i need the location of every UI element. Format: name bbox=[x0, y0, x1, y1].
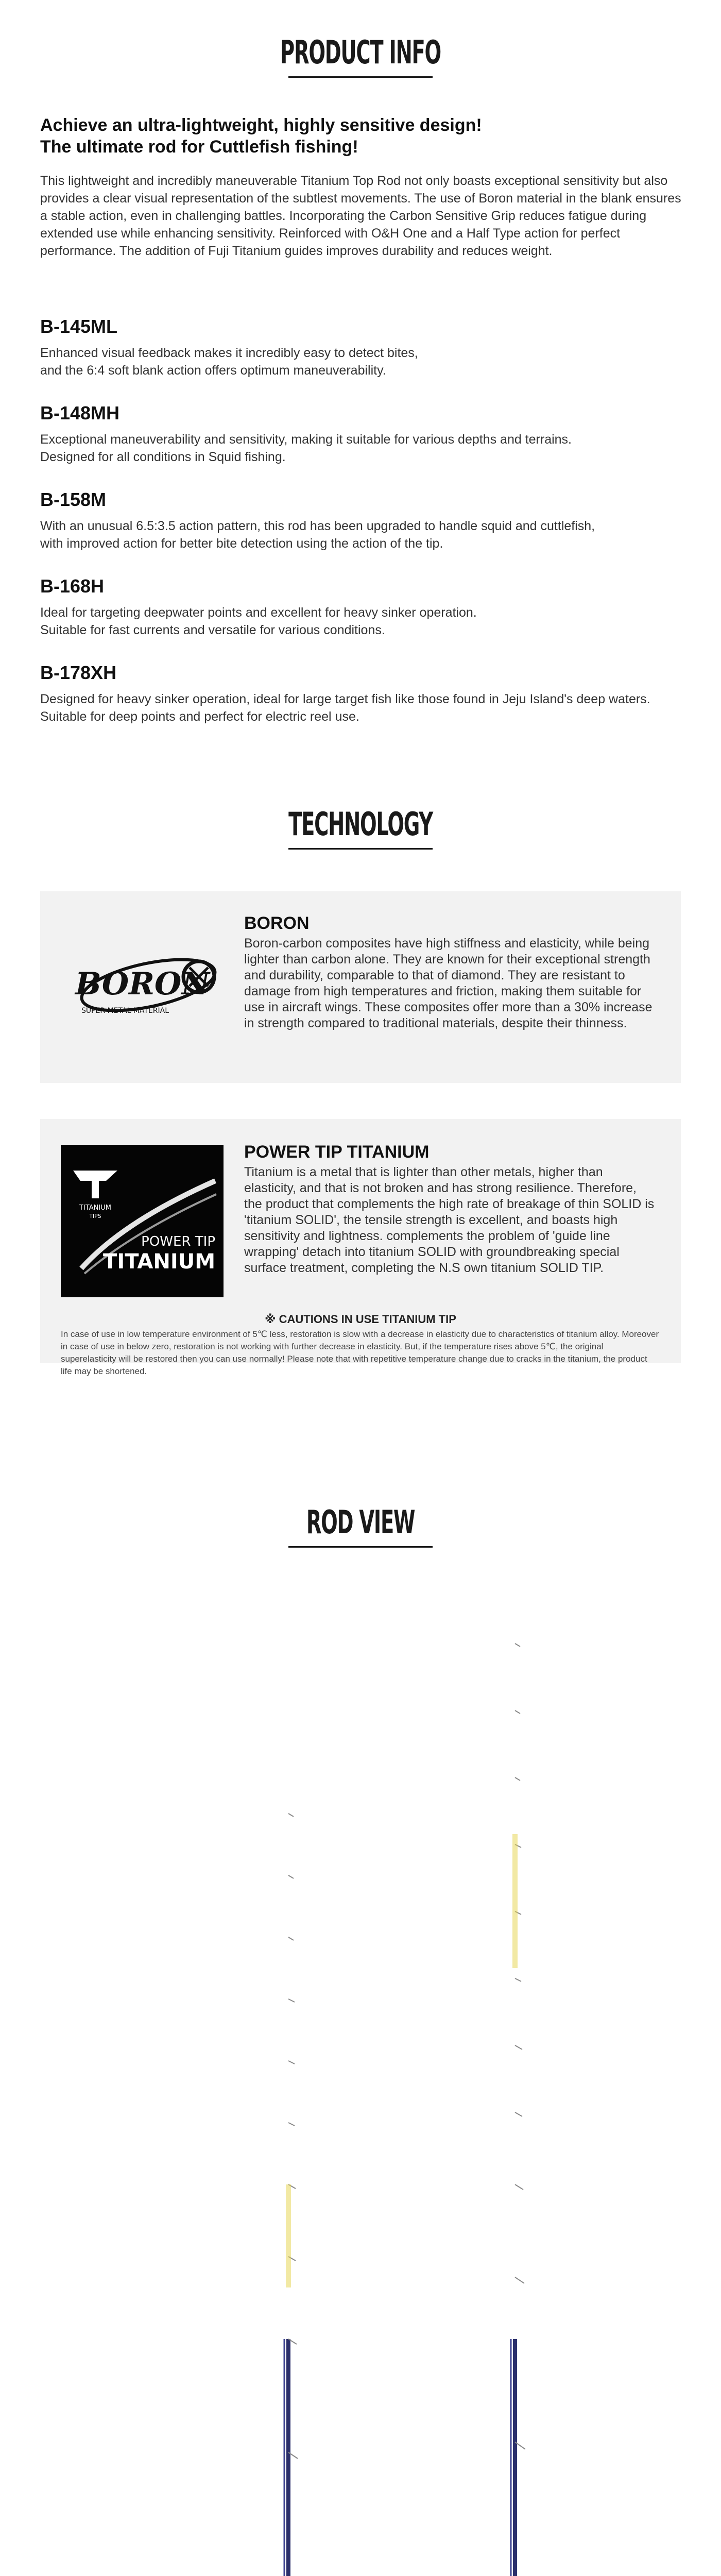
titanium-description: Titanium is a metal that is lighter than other metals, higher than elasticity, and that is not broken and has strong resilience. Therefore, the product that complements the high rate of breakage of thin SOLID is 'titanium SOLID', the tensile strength is excellent, and boasts high sensitivity and lightness. complements the problem of 'guide line wrapping' detach into titanium SOLID with groundbreaking special surface treatment, completing the N.S own titanium SOLID TIP. bbox=[244, 1165, 655, 1275]
model-name: B-158M bbox=[40, 489, 107, 510]
titanium-logo-line1: TITANIUM bbox=[79, 1204, 111, 1212]
technology-rule bbox=[288, 848, 433, 850]
model-name: B-178XH bbox=[40, 662, 117, 683]
model-block bbox=[40, 315, 684, 379]
headline-1: Achieve an ultra-lightweight, highly sensitive design! bbox=[40, 115, 482, 135]
titanium-card bbox=[40, 1119, 681, 1376]
titanium-heading: POWER TIP TITANIUM bbox=[244, 1142, 430, 1162]
intro-block bbox=[40, 114, 684, 260]
boron-card bbox=[40, 891, 681, 1083]
model-description: Designed for heavy sinker operation, ideal for large target fish like those found in Jeju Island's deep waters. Suitable for deep points and perfect for electric reel use. bbox=[40, 692, 650, 724]
titanium-logo bbox=[61, 1145, 224, 1297]
model-block bbox=[40, 575, 684, 639]
model-description: Enhanced visual feedback makes it incredibly easy to detect bites, and the 6:4 soft blank action offers optimum maneuverability. bbox=[40, 346, 418, 378]
caution-title: ※ CAUTIONS IN USE TITANIUM TIP bbox=[265, 1313, 456, 1326]
model-block bbox=[40, 402, 684, 466]
boron-text bbox=[244, 913, 656, 1031]
caution-text: In case of use in low temperature environment of 5℃ less, restoration is slow with a decrease in elasticity due to characteristics of titanium alloy. Moreover in case of use in below zero, restoration is not working with further decrease in elasticity. But, if the temperature rises above 5℃, the original superelasticity will be restored then you can use normally! Please note that with repetitive temperature change due to cracks in the titanium, the product life may be shortened. bbox=[61, 1329, 659, 1376]
boron-logo-word: BORON bbox=[75, 966, 210, 1002]
model-description: With an unusual 6.5:3.5 action pattern, this rod has been upgraded to handle squid and cuttlefish, with improved action for better bite detection using the action of the tip. bbox=[40, 519, 595, 551]
product-info-title: PRODUCT INFO bbox=[280, 33, 441, 71]
boron-logo-sub: SUPER METAL MATERIAL bbox=[81, 1007, 169, 1015]
titanium-logo-line4: TITANIUM bbox=[103, 1250, 215, 1274]
boron-logo bbox=[61, 941, 226, 1033]
titanium-logo-line3: POWER TIP bbox=[141, 1234, 215, 1249]
model-name: B-148MH bbox=[40, 402, 120, 423]
rod-view-title: ROD VIEW bbox=[306, 1503, 415, 1541]
headline-2: The ultimate rod for Cuttlefish fishing! bbox=[40, 137, 358, 157]
model-description: Exceptional maneuverability and sensitivity, making it suitable for various depths and terrains. Designed for all conditions in Squid fishing. bbox=[40, 432, 572, 464]
product-info-rule bbox=[288, 76, 433, 78]
model-block bbox=[40, 662, 684, 725]
model-name: B-145ML bbox=[40, 316, 118, 337]
boron-heading: BORON bbox=[244, 913, 310, 933]
model-description: Ideal for targeting deepwater points and excellent for heavy sinker operation. Suitable for fast currents and versatile for various conditions. bbox=[40, 605, 477, 637]
titanium-logo-graphic bbox=[61, 1145, 224, 1297]
rod-illustration bbox=[0, 1566, 721, 2576]
technology-title: TECHNOLOGY bbox=[288, 805, 433, 843]
model-name: B-168H bbox=[40, 575, 105, 597]
boron-logo-graphic bbox=[61, 941, 226, 1033]
titanium-logo-line2: TIPS bbox=[89, 1213, 101, 1219]
boron-description: Boron-carbon composites have high stiffness and elasticity, while being lighter than carbon alone. They are known for their exceptional strength and durability, comparable to that of diamond. They are resistant to damage from high temperatures and friction, making them suitable for use in aircraft wings. These composites offer more than a 30% increase in strength compared to traditional materials, despite their thinness. bbox=[244, 936, 653, 1030]
rod-b158m bbox=[422, 1587, 526, 2576]
rod-b145ml bbox=[196, 1772, 300, 2576]
rod-view-rule bbox=[288, 1546, 433, 1548]
titanium-text bbox=[244, 1142, 656, 1276]
intro-description: This lightweight and incredibly maneuverable Titanium Top Rod not only boasts exceptional sensitivity but also provides a clear visual representation of the subtlest movements. The use of Boron material in the blank ensures a stable action, even in challenging battles. Incorporating the Carbon Sensitive Grip reduces fatigue during extended use while enhancing sensitivity. Reinforced with O&H One and a Half Type action for perfect performance. The addition of Fuji Titanium guides improves durability and reduces weight. bbox=[40, 174, 681, 258]
model-block bbox=[40, 488, 684, 552]
